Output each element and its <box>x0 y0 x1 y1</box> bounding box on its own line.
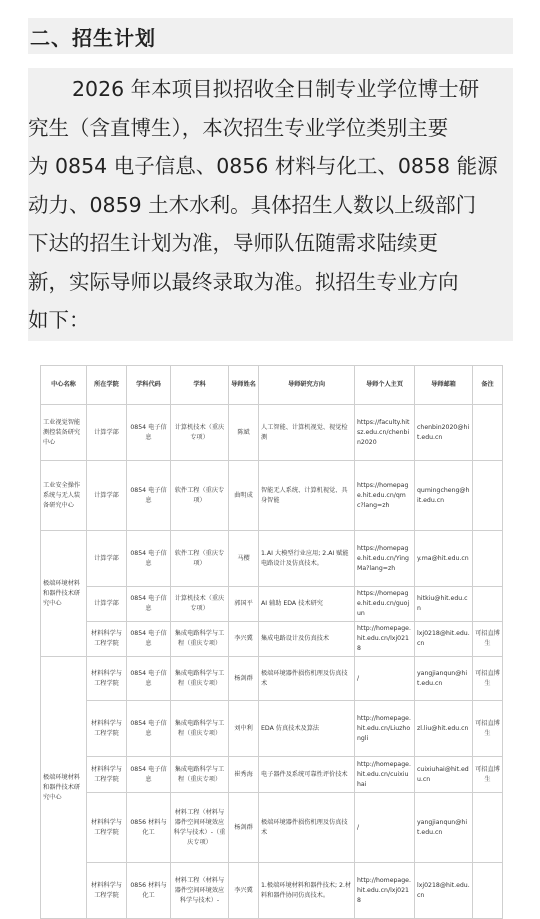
advisor-cell: 李兴冀 <box>229 622 259 657</box>
column-header: 学科 <box>171 366 229 405</box>
advisor-cell: 马樱 <box>229 531 259 587</box>
paragraph-line: 如下： <box>28 308 90 332</box>
subject-cell: 材料工程（材料与器件空间环境效应科学与技术）-（重庆专项） <box>171 793 229 863</box>
college-cell: 材料科学与工程学院 <box>87 701 127 757</box>
advisor-cell: 崔秀海 <box>229 757 259 793</box>
code-cell: 0854 电子信息 <box>127 701 171 757</box>
code-cell: 0854 电子信息 <box>127 587 171 622</box>
email-cell[interactable]: yangjianqun@hit.edu.cn <box>415 657 473 701</box>
note-cell <box>473 587 503 622</box>
email-cell[interactable]: hitkiu@hit.edu.cn <box>415 587 473 622</box>
college-cell: 材料科学与工程学院 <box>87 863 127 919</box>
subject-cell: 集成电路科学与工程（重庆专项） <box>171 657 229 701</box>
subject-cell: 材料工程（材料与器件空间环境效应科学与技术）- <box>171 863 229 919</box>
direction-cell: 1.极端环境材料和器件技术; 2.材料和器件协同仿真技术。 <box>259 863 355 919</box>
column-header: 学科代码 <box>127 366 171 405</box>
table-row <box>41 531 503 587</box>
note-cell: 可招直博生 <box>473 757 503 793</box>
note-cell <box>473 531 503 587</box>
note-cell <box>473 793 503 863</box>
college-cell: 计算学部 <box>87 461 127 531</box>
homepage-cell[interactable]: http://homepage.hit.edu.cn/cuixiuhai <box>355 757 415 793</box>
subject-cell: 集成电路科学与工程（重庆专项） <box>171 701 229 757</box>
paragraph-line: 究生（含直博生），本次招生专业学位类别主要 <box>28 115 449 140</box>
code-cell: 0856 材料与化工 <box>127 863 171 919</box>
subject-cell: 软件工程（重庆专项） <box>171 461 229 531</box>
paragraph-line: 下达的招生计划为准，导师队伍随需求陆续更 <box>28 231 438 255</box>
homepage-cell[interactable]: https://faculty.hitsz.edu.cn/chenbin2020 <box>355 405 415 461</box>
code-cell: 0856 材料与化工 <box>127 793 171 863</box>
paragraph-line: 2026 年本项目拟招收全日制专业学位博士研 <box>72 77 480 101</box>
table-row <box>41 405 503 461</box>
table-row <box>41 587 503 622</box>
subject-cell: 计算机技术（重庆专项） <box>171 405 229 461</box>
email-cell[interactable]: yangjianqun@hit.edu.cn <box>415 793 473 863</box>
code-cell: 0854 电子信息 <box>127 461 171 531</box>
code-cell: 0854 电子信息 <box>127 405 171 461</box>
center-name-cell: 工业视觉智能测控装备研究中心 <box>41 405 87 461</box>
advisor-cell: 杨剑群 <box>229 793 259 863</box>
homepage-cell[interactable]: https://homepage.hit.edu.cn/guojun <box>355 587 415 622</box>
direction-cell: 人工智能、计算机视觉、视觉检测 <box>259 405 355 461</box>
homepage-cell: / <box>355 793 415 863</box>
college-cell: 材料科学与工程学院 <box>87 793 127 863</box>
direction-cell: 集成电路设计及仿真技术 <box>259 622 355 657</box>
college-cell: 材料科学与工程学院 <box>87 622 127 657</box>
advisor-cell: 杨剑群 <box>229 657 259 701</box>
table-row <box>41 622 503 657</box>
direction-cell: 电子器件及系统可靠性评价技术 <box>259 757 355 793</box>
email-cell[interactable]: lxj0218@hit.edu.cn <box>415 863 473 919</box>
college-cell: 计算学部 <box>87 531 127 587</box>
homepage-cell[interactable]: http://homepage.hit.edu.cn/lxj0218 <box>355 863 415 919</box>
paragraph <box>28 70 518 340</box>
note-cell: 可招直博生 <box>473 622 503 657</box>
homepage-cell[interactable]: https://homepage.hit.edu.cn/qmc?lang=zh <box>355 461 415 531</box>
code-cell: 0854 电子信息 <box>127 622 171 657</box>
code-cell: 0854 电子信息 <box>127 657 171 701</box>
code-cell: 0854 电子信息 <box>127 757 171 793</box>
advisor-cell: 曲明成 <box>229 461 259 531</box>
table-row <box>41 757 503 793</box>
center-name-cell: 极端环境材料和器件技术研究中心 <box>41 531 87 657</box>
subject-cell: 计算机技术（重庆专项） <box>171 587 229 622</box>
center-name-cell: 工业安全操作系统与无人装备研究中心 <box>41 461 87 531</box>
email-cell[interactable]: chenbin2020@hit.edu.cn <box>415 405 473 461</box>
table-row <box>41 701 503 757</box>
column-header: 导师姓名 <box>229 366 259 405</box>
email-cell[interactable]: cuixiuhai@hit.edu.cn <box>415 757 473 793</box>
direction-cell: 智能无人系统、计算机视觉、具身智能 <box>259 461 355 531</box>
advisor-cell: 陈斌 <box>229 405 259 461</box>
homepage-cell[interactable]: http://homepage.hit.edu.cn/Liuzhongli <box>355 701 415 757</box>
note-cell <box>473 863 503 919</box>
direction-cell: 极端环境器件损伤机理及仿真技术 <box>259 793 355 863</box>
enrollment-table-image <box>40 365 502 919</box>
column-header: 导师个人主页 <box>355 366 415 405</box>
paragraph-line: 动力、0859 土木水利。具体招生人数以上级部门 <box>28 192 477 217</box>
email-cell[interactable]: zl.liu@hit.edu.cn <box>415 701 473 757</box>
note-cell <box>473 461 503 531</box>
center-name-cell: 极端环境材料和器件技术研究中心 <box>41 657 87 919</box>
column-header: 导师邮箱 <box>415 366 473 405</box>
column-header: 备注 <box>473 366 503 405</box>
advisor-cell: 李兴冀 <box>229 863 259 919</box>
homepage-cell[interactable]: http://homepage.hit.edu.cn/lxj0218 <box>355 622 415 657</box>
column-header: 导师研究方向 <box>259 366 355 405</box>
table-row <box>41 863 503 919</box>
direction-cell: EDA 仿真技术及算法 <box>259 701 355 757</box>
subject-cell: 软件工程（重庆专项） <box>171 531 229 587</box>
note-cell: 可招直博生 <box>473 657 503 701</box>
direction-cell: 1.AI 大模型行业应用; 2.AI 赋能电路设计及仿真技术。 <box>259 531 355 587</box>
section-heading: 二、招生计划 <box>30 26 156 50</box>
table-row <box>41 657 503 701</box>
column-header: 所在学院 <box>87 366 127 405</box>
advisor-cell: 郭国平 <box>229 587 259 622</box>
table-row <box>41 461 503 531</box>
code-cell: 0854 电子信息 <box>127 531 171 587</box>
table-row <box>41 793 503 863</box>
email-cell[interactable]: lxj0218@hit.edu.cn <box>415 622 473 657</box>
column-header: 中心名称 <box>41 366 87 405</box>
college-cell: 计算学部 <box>87 405 127 461</box>
college-cell: 材料科学与工程学院 <box>87 757 127 793</box>
enrollment-table <box>40 365 503 919</box>
top-bar <box>0 0 540 18</box>
homepage-cell: / <box>355 657 415 701</box>
subject-cell: 集成电路科学与工程（重庆专项） <box>171 622 229 657</box>
note-cell <box>473 405 503 461</box>
direction-cell: 极端环境器件损伤机理及仿真技术 <box>259 657 355 701</box>
college-cell: 材料科学与工程学院 <box>87 657 127 701</box>
direction-cell: AI 辅助 EDA 技术研究 <box>259 587 355 622</box>
paragraph-line: 新，实际导师以最终录取为准。拟招生专业方向 <box>28 269 459 294</box>
note-cell: 可招直博生 <box>473 701 503 757</box>
subject-cell: 集成电路科学与工程（重庆专项） <box>171 757 229 793</box>
table-header-row <box>41 366 503 405</box>
college-cell: 计算学部 <box>87 587 127 622</box>
homepage-cell[interactable]: https://homepage.hit.edu.cn/YingMa?lang=zh <box>355 531 415 587</box>
email-cell[interactable]: y.ma@hit.edu.cn <box>415 531 473 587</box>
paragraph-line: 为 0854 电子信息、0856 材料与化工、0858 能源 <box>28 154 498 178</box>
email-cell[interactable]: qumingcheng@hit.edu.cn <box>415 461 473 531</box>
advisor-cell: 刘中利 <box>229 701 259 757</box>
